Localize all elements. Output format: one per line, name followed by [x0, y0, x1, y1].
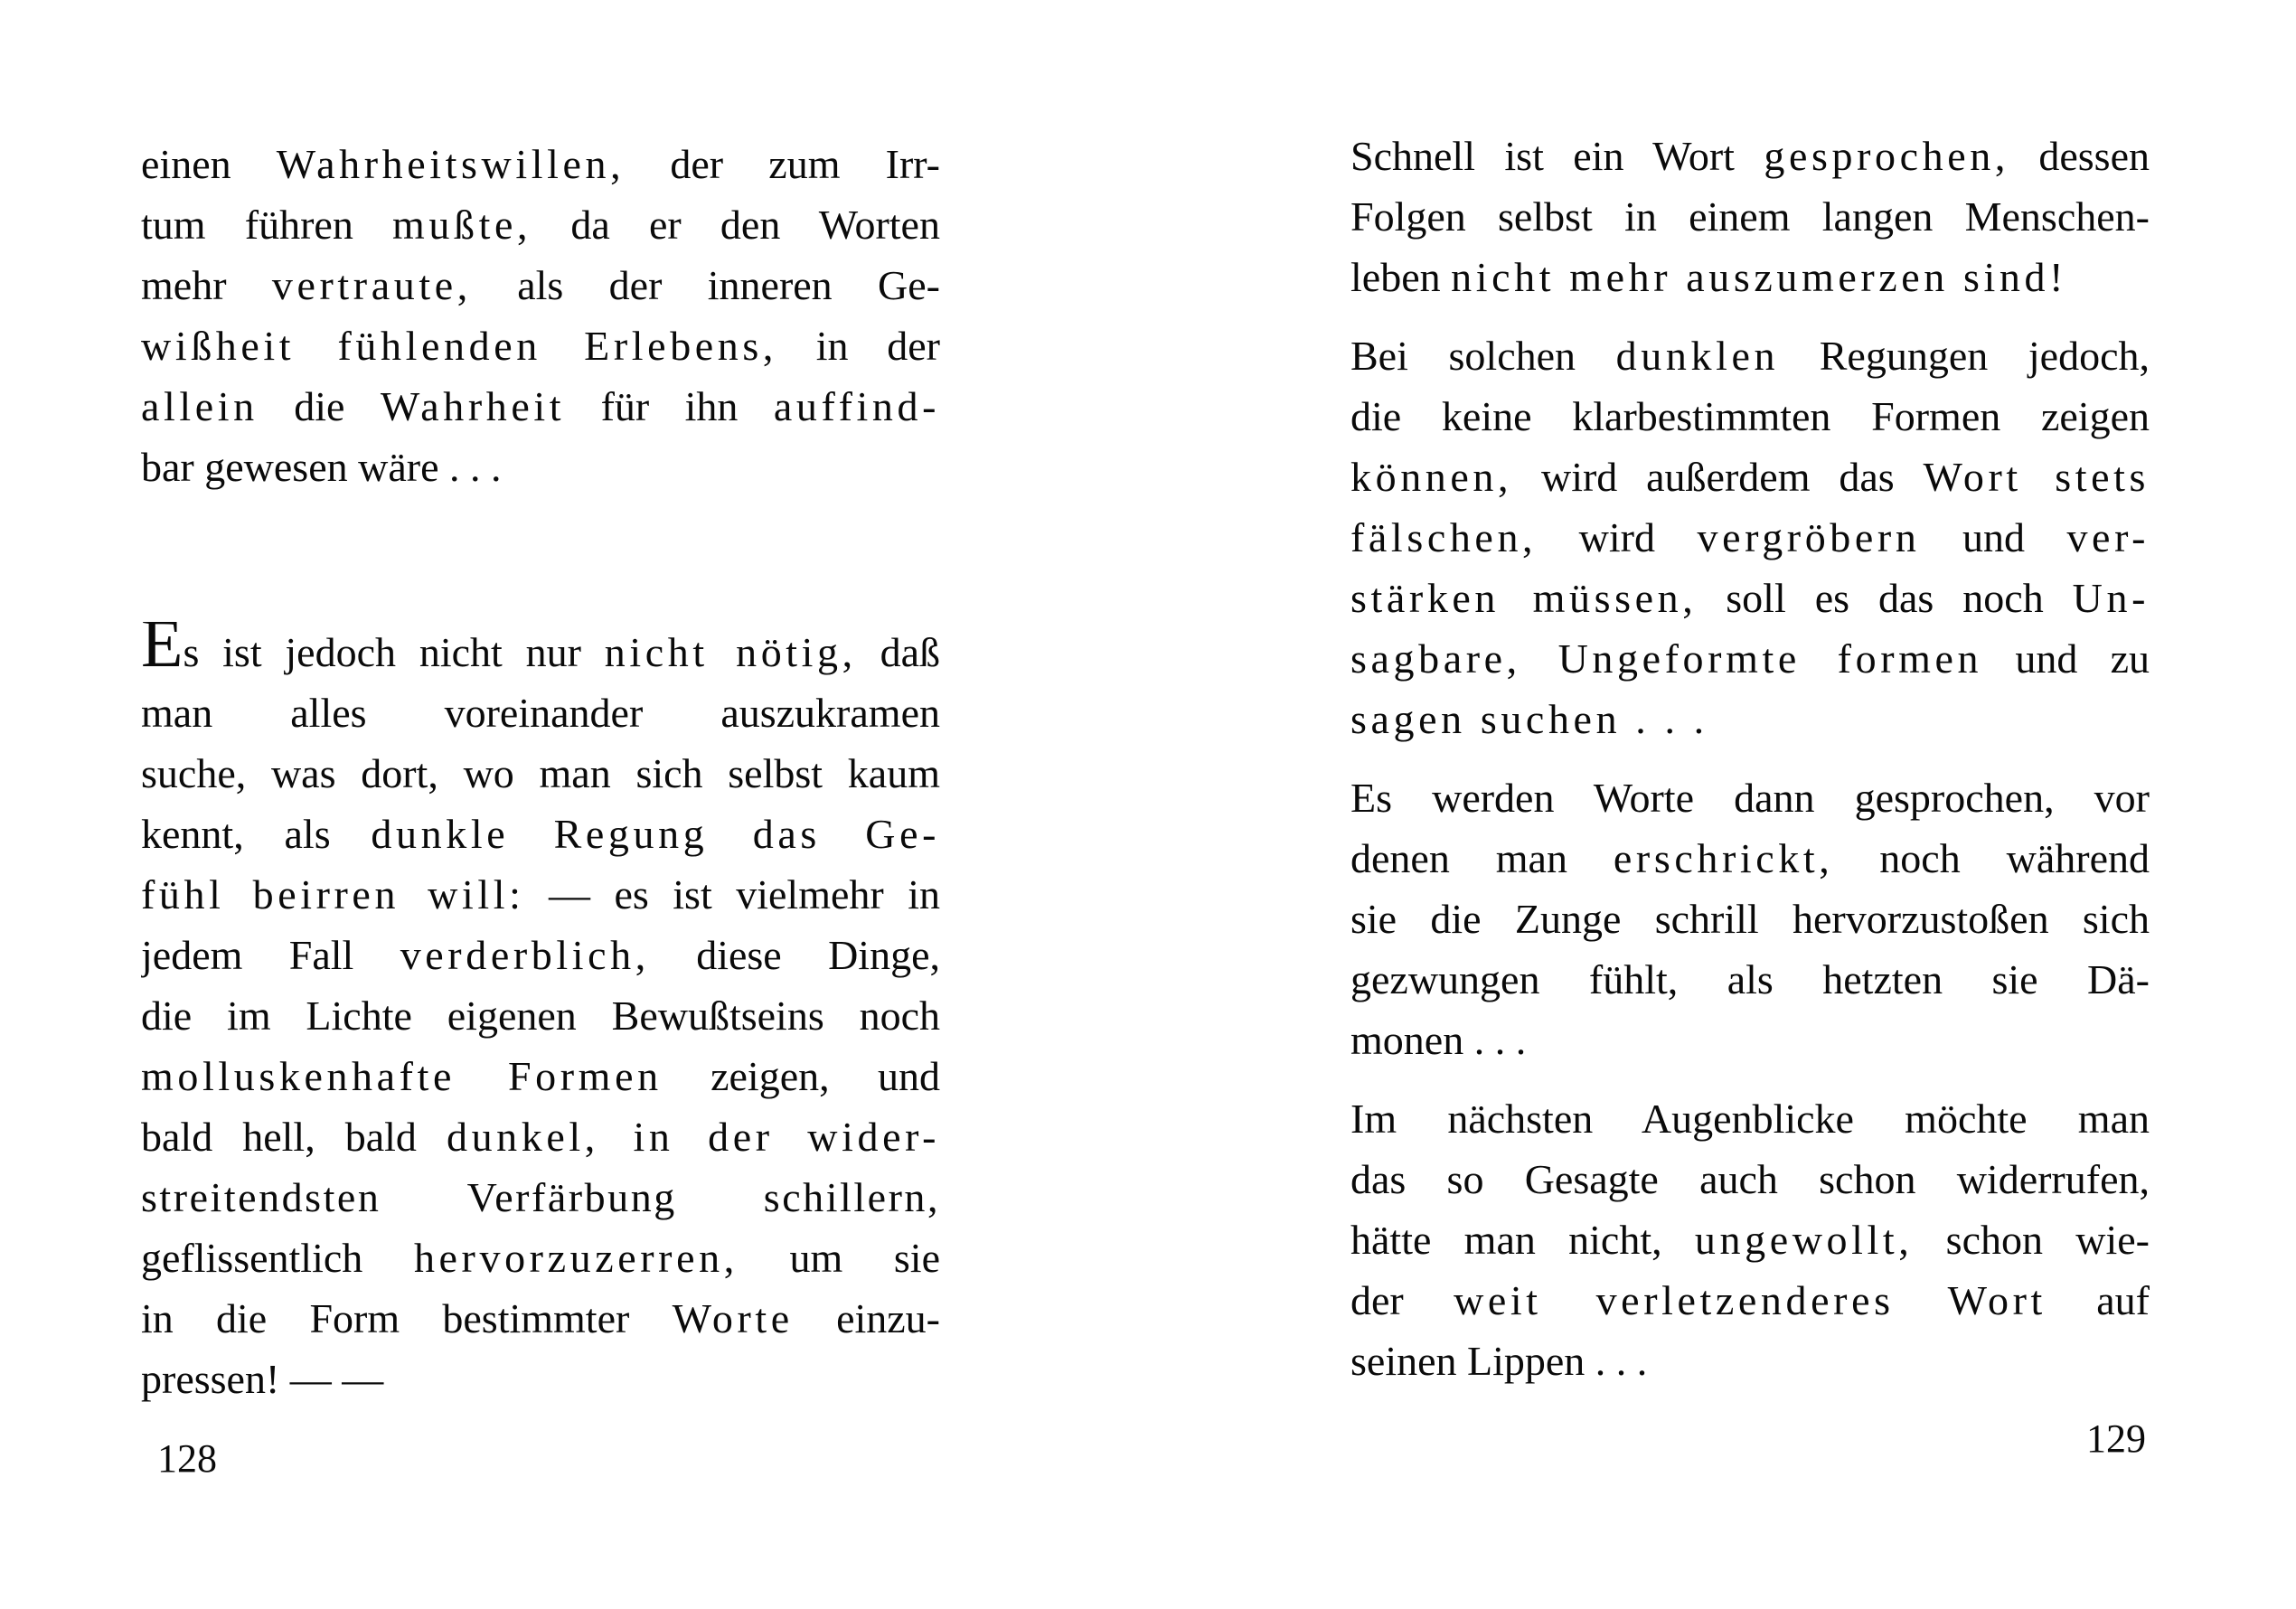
- text-line: fühl beirren will: — es ist vielmehr in: [141, 871, 940, 917]
- right-page-text-block: [1350, 126, 2150, 1391]
- text-line: in die Form bestimmter Worte einzu-: [141, 1295, 940, 1341]
- text-line: Es werden Worte dann gesprochen, vor: [1350, 775, 2150, 821]
- text-line: suche, was dort, wo man sich selbst kaum: [141, 750, 940, 796]
- text-line: molluskenhafte Formen zeigen, und: [141, 1053, 940, 1099]
- text-line: jedem Fall verderblich, diese Dinge,: [141, 932, 940, 978]
- text-line: bald hell, bald dunkel, in der wider-: [141, 1114, 940, 1160]
- text-line: die keine klarbestimmten Formen zeigen: [1350, 393, 2150, 439]
- text-line: geflissentlich hervorzuzerren, um sie: [141, 1235, 940, 1281]
- text-line: gezwungen fühlt, als hetzten sie Dä-: [1350, 956, 2150, 1002]
- text-line: können, wird außerdem das Wort stets: [1350, 454, 2150, 500]
- right-page-number: 129: [2086, 1416, 2146, 1461]
- text-line: sagen suchen . . .: [1350, 696, 1708, 742]
- text-line: allein die Wahrheit für ihn auffind-: [141, 383, 940, 429]
- text-line: Im nächsten Augenblicke möchte man: [1350, 1096, 2150, 1142]
- paragraph: [141, 134, 940, 497]
- text-line: mehr vertraute, als der inneren Ge-: [141, 262, 940, 308]
- text-line: monen . . .: [1350, 1017, 1527, 1063]
- text-line: hätte man nicht, ungewollt, schon wie-: [1350, 1217, 2150, 1263]
- paragraph: [1350, 325, 2150, 749]
- text-line: Bei solchen dunklen Regungen jedoch,: [1350, 333, 2150, 379]
- text-line: Schnell ist ein Wort gesprochen, dessen: [1350, 133, 2150, 179]
- text-line: sie die Zunge schrill hervorzustoßen sich: [1350, 896, 2150, 942]
- text-line: sagbare, Ungeformte formen und zu: [1350, 635, 2150, 682]
- text-line: Folgen selbst in einem langen Menschen-: [1350, 193, 2150, 240]
- paragraph: [1350, 126, 2150, 307]
- left-page-text-block: [141, 134, 940, 1409]
- initial-capital: E: [141, 622, 183, 682]
- text-line: wißheit fühlenden Erlebens, in der: [141, 323, 940, 369]
- text-line: bar gewesen wäre . . .: [141, 444, 502, 490]
- paragraph: [141, 622, 940, 1409]
- paragraph: [1350, 1088, 2150, 1391]
- text-line: seinen Lippen . . .: [1350, 1338, 1648, 1384]
- text-line: denen man erschrickt, noch während: [1350, 835, 2150, 881]
- text-line: das so Gesagte auch schon widerrufen,: [1350, 1156, 2150, 1202]
- text-line: die im Lichte eigenen Bewußtseins noch: [141, 993, 940, 1039]
- paragraph: [1350, 767, 2150, 1070]
- text-line: Es ist jedoch nicht nur nicht nötig, daß: [141, 622, 940, 682]
- text-line: streitendsten Verfärbung schillern,: [141, 1174, 940, 1220]
- text-line: einen Wahrheitswillen, der zum Irr-: [141, 141, 940, 187]
- text-line: pressen! — —: [141, 1356, 384, 1402]
- text-line: der weit verletzenderes Wort auf: [1350, 1277, 2150, 1323]
- text-line: fälschen, wird vergröbern und ver-: [1350, 514, 2150, 560]
- text-line: tum führen mußte, da er den Worten: [141, 202, 940, 248]
- left-page-number: 128: [157, 1436, 217, 1481]
- text-line: leben nicht mehr auszumerzen sind!: [1350, 254, 2068, 300]
- text-line: stärken müssen, soll es das noch Un-: [1350, 575, 2150, 621]
- text-line: kennt, als dunkle Regung das Ge-: [141, 811, 940, 857]
- text-line: man alles voreinander auszukramen: [141, 690, 940, 736]
